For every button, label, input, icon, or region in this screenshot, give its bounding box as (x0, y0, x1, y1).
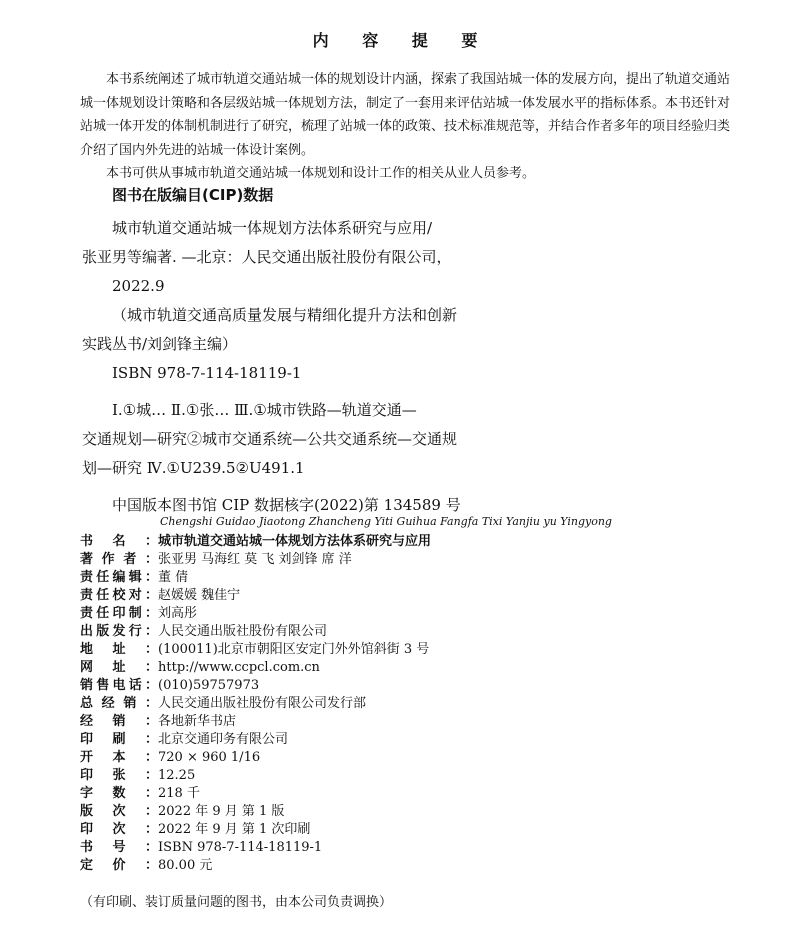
info-row (80, 623, 720, 641)
info-row (80, 803, 720, 821)
info-value: (010)59757973 (158, 678, 260, 693)
info-value: 2022 年 9 月 第 1 次印刷 (158, 822, 311, 837)
info-value: ISBN 978-7-114-18119-1 (158, 840, 323, 855)
cip-line: 城市轨道交通站城一体规划方法体系研究与应用/ (112, 219, 433, 237)
info-label: 出 版 发 行 ： (80, 624, 158, 639)
cip-line: 张亚男等编著. —北京：人民交通出版社股份有限公司， (82, 248, 452, 266)
info-value: 张亚男 马海红 莫 飞 刘剑锋 席 洋 (158, 552, 352, 567)
info-value: 刘高彤 (158, 606, 198, 621)
info-label: 版 次 ： (80, 804, 158, 819)
info-value: 人民交通出版社股份有限公司发行部 (158, 696, 367, 711)
info-label: 书 号 ： (80, 840, 158, 855)
info-value: 80.00 元 (158, 858, 213, 873)
info-value: 人民交通出版社股份有限公司 (158, 624, 328, 639)
info-label: 印 次 ： (80, 822, 158, 837)
info-row (80, 749, 720, 767)
info-label: 地 址 ： (80, 642, 158, 657)
cip-line: （城市轨道交通高质量发展与精细化提升方法和创新 (112, 306, 458, 324)
info-row (80, 785, 720, 803)
info-label: 总 经 销 ： (80, 696, 158, 711)
info-label: 销 售 电 话 ： (80, 678, 158, 693)
info-value: 董 倩 (158, 570, 189, 585)
info-row (80, 533, 720, 551)
info-row (80, 767, 720, 785)
cip-record-number: 中国版本图书馆 CIP 数据核字(2022)第 134589 号 (112, 496, 461, 514)
info-value: 2022 年 9 月 第 1 版 (158, 804, 285, 819)
info-row (80, 713, 720, 731)
info-row (80, 677, 720, 695)
cip-line: 2022.9 (112, 277, 165, 295)
info-value: 北京交通印务有限公司 (158, 732, 289, 747)
info-label: 开 本 ： (80, 750, 158, 765)
info-label: 字 数 ： (80, 786, 158, 801)
info-row (80, 821, 720, 839)
info-label: 印 刷 ： (80, 732, 158, 747)
info-label: 经 销 ： (80, 714, 158, 729)
info-row (80, 695, 720, 713)
cip-record (82, 214, 552, 520)
info-row (80, 605, 720, 623)
info-row (80, 569, 720, 587)
cip-class-line: Ⅰ.①城… Ⅱ.①张… Ⅲ.①城市铁路—轨道交通— (112, 401, 417, 419)
info-label: 责 任 印 制 ： (80, 606, 158, 621)
info-value: http://www.ccpcl.com.cn (158, 660, 320, 675)
info-row (80, 857, 720, 875)
info-value: (100011)北京市朝阳区安定门外外馆斜街 3 号 (158, 642, 430, 657)
info-row (80, 551, 720, 569)
summary-section (80, 68, 730, 186)
footnote: （有印刷、装订质量问题的图书，由本公司负责调换） (80, 895, 393, 910)
info-label: 责 任 编 辑 ： (80, 570, 158, 585)
info-value: 各地新华书店 (158, 714, 237, 729)
info-label: 定 价 ： (80, 858, 158, 873)
info-row (80, 839, 720, 857)
info-value: 218 千 (158, 786, 200, 801)
info-value: 720 × 960 1/16 (158, 750, 261, 765)
info-label: 网 址 ： (80, 660, 158, 675)
info-row (80, 587, 720, 605)
cip-class-line: 交通规划—研究②城市交通系统—公共交通系统—交通规 (82, 430, 458, 448)
info-label: 著 作 者 ： (80, 552, 158, 567)
cip-line: 实践丛书/刘剑锋主编） (82, 335, 238, 353)
info-label: 书 名 ： (80, 534, 158, 549)
info-label: 责 任 校 对 ： (80, 588, 158, 603)
cip-class-line: 划—研究 Ⅳ.①U239.5②U491.1 (82, 459, 305, 477)
cip-heading: 图书在版编目(CIP)数据 (112, 186, 274, 204)
info-value: 赵媛媛 魏佳宁 (158, 588, 241, 603)
info-row (80, 641, 720, 659)
summary-paragraph: 本书系统阐述了城市轨道交通站城一体的规划设计内涵，探索了我国站城一体的发展方向，提出了轨道交通站城一体规划设计策略和各层级站城一体规划方法，制定了一套用来评估站城一体发展水平的指标体系。本书还针对站城一体开发的体制机制进行了研究，梳理了站城一体的政策、技术标准规范等，并结合作者多年的项目经验归类介绍了国内外先进的站城一体设计案例。 (80, 72, 731, 158)
publication-info (80, 533, 720, 875)
info-row (80, 659, 720, 677)
page-title: 内 容 提 要 (312, 31, 492, 50)
pinyin-title: Chengshi Guidao Jiaotong Zhancheng Yiti Guihua Fangfa Tixi Yanjiu yu Yingyong (160, 515, 612, 528)
cip-isbn: ISBN 978-7-114-18119-1 (112, 364, 302, 382)
info-value: 12.25 (158, 768, 196, 783)
summary-paragraph: 本书可供从事城市轨道交通站城一体规划和设计工作的相关从业人员参考。 (106, 166, 536, 181)
info-row (80, 731, 720, 749)
info-value: 城市轨道交通站城一体规划方法体系研究与应用 (158, 534, 432, 549)
info-label: 印 张 ： (80, 768, 158, 783)
